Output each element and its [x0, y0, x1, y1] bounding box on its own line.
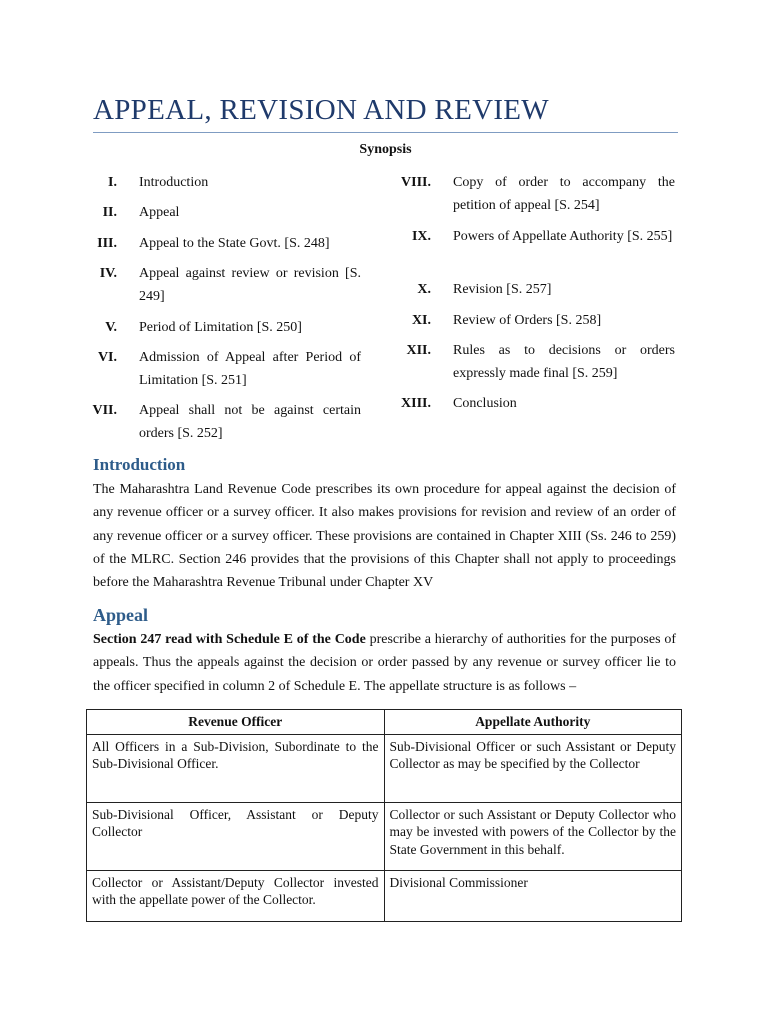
synopsis-item-text: Appeal shall not be against certain orders [S. 252]: [139, 403, 361, 441]
table-row: [87, 734, 682, 802]
title-divider: [93, 132, 678, 133]
table-header-row: [87, 710, 682, 735]
synopsis-item-number: VIII.: [401, 175, 431, 190]
table-cell-revenue-officer: Sub-Divisional Officer, Assistant or Deputy Collector: [87, 802, 385, 870]
synopsis-item-number: VI.: [97, 350, 117, 365]
synopsis-item-text: Review of Orders [S. 258]: [453, 313, 602, 328]
table-row: [87, 870, 682, 921]
synopsis-item-text: Copy of order to accompany the petition of appeal [S. 254]: [453, 175, 675, 213]
appeal-paragraph: [93, 628, 676, 698]
synopsis-item-number: III.: [97, 236, 117, 251]
synopsis-item-number: XI.: [411, 313, 431, 328]
table-cell-appellate-authority: Sub-Divisional Officer or such Assistant or Deputy Collector as may be specified by the Collector: [384, 734, 681, 802]
appeal-paragraph-text: prescribe a hierarchy of authorities for the purposes of appeals. Thus the appeals against the decision or order passed by any revenue or survey officer lie to the officer specified in column 2 of Schedule E. The appellate structure is as follows –: [93, 632, 676, 694]
synopsis-item-text: Introduction: [139, 175, 209, 190]
synopsis-item-text: Appeal against review or revision [S. 249]: [139, 266, 361, 304]
synopsis-item-number: II.: [102, 205, 117, 220]
column-header-revenue-officer: Revenue Officer: [87, 710, 385, 735]
synopsis-item-text: Powers of Appellate Authority [S. 255]: [453, 229, 673, 244]
table-cell-revenue-officer: Collector or Assistant/Deputy Collector invested with the appellate power of the Collector.: [87, 870, 385, 921]
introduction-heading: Introduction: [93, 455, 186, 474]
table-cell-appellate-authority: Divisional Commissioner: [384, 870, 681, 921]
appeal-paragraph-bold-lead: Section 247 read with Schedule E of the Code: [93, 632, 366, 647]
synopsis-item-number: IV.: [99, 266, 117, 281]
synopsis-item-text: Rules as to decisions or orders expressly made final [S. 259]: [453, 343, 675, 381]
synopsis-item-number: V.: [105, 320, 117, 335]
table-row: [87, 802, 682, 870]
appeal-heading: Appeal: [93, 605, 149, 625]
synopsis-item-text: Appeal: [139, 205, 180, 220]
synopsis-item-number: X.: [417, 282, 431, 297]
synopsis-item-text: Period of Limitation [S. 250]: [139, 320, 302, 335]
synopsis-item-text: Revision [S. 257]: [453, 282, 552, 297]
synopsis-item-number: VII.: [92, 403, 117, 418]
synopsis-item-text: Appeal to the State Govt. [S. 248]: [139, 236, 330, 251]
synopsis-item-text: Conclusion: [453, 396, 517, 411]
synopsis-heading: Synopsis: [359, 142, 412, 157]
synopsis-item-number: IX.: [411, 229, 431, 244]
column-header-appellate-authority: Appellate Authority: [384, 710, 681, 735]
introduction-paragraph: The Maharashtra Land Revenue Code prescribes its own procedure for appeal against the decision of any revenue officer or a survey officer. It also makes provisions for revision and review of an order of any revenue officer or a survey officer. These provisions are contained in Chapter XIII (Ss. 246 to 259) of the MLRC. Section 246 provides that the provisions of this Chapter shall not apply to proceedings before the Maharashtra Revenue Tribunal under Chapter XV: [93, 482, 676, 591]
synopsis-item-number: XII.: [406, 343, 431, 358]
synopsis-item-text: Admission of Appeal after Period of Limitation [S. 251]: [139, 350, 361, 388]
table-cell-appellate-authority: Collector or such Assistant or Deputy Collector who may be invested with powers of the Collector by the State Government in this behalf.: [384, 802, 681, 870]
table-cell-revenue-officer: All Officers in a Sub-Division, Subordinate to the Sub-Divisional Officer.: [87, 734, 385, 802]
page-title: APPEAL, REVISION AND REVIEW: [93, 94, 549, 126]
synopsis-item-number: I.: [108, 175, 117, 190]
synopsis-item-number: XIII.: [401, 396, 431, 411]
appellate-structure-table: [86, 709, 682, 922]
